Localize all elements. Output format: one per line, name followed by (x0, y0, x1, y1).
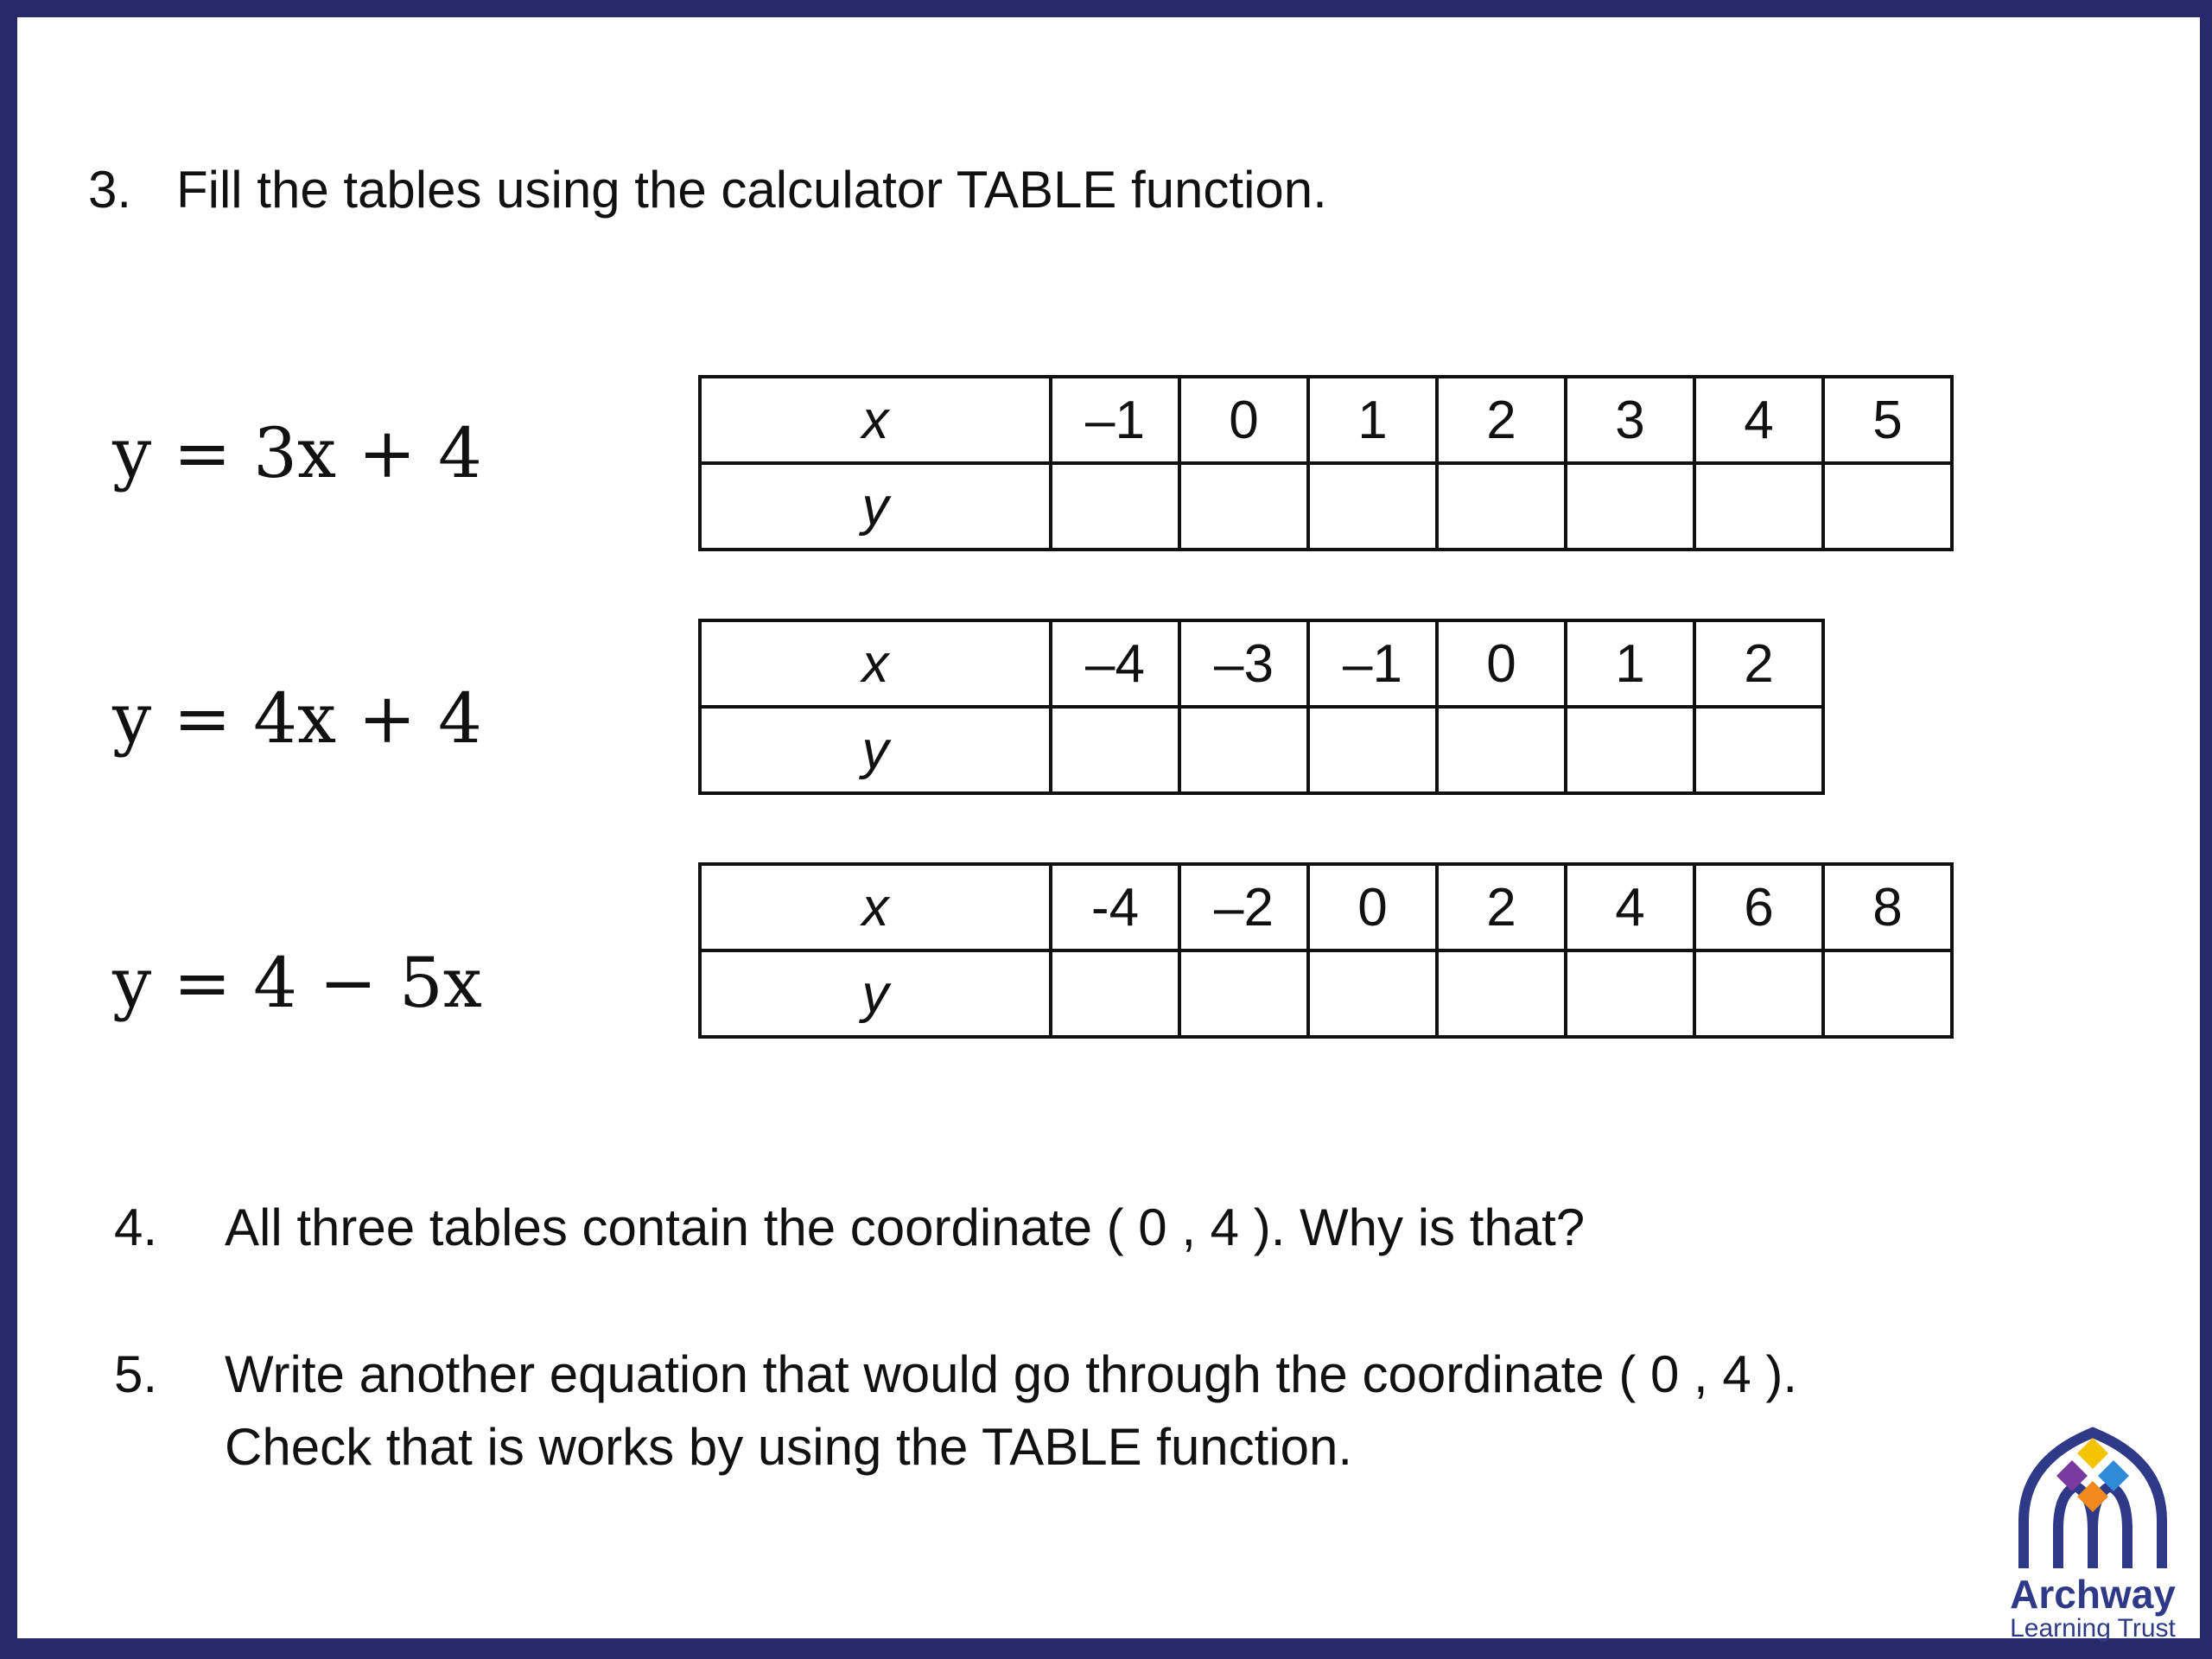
x-cell: 4 (1694, 377, 1823, 463)
y-cell[interactable] (1437, 463, 1566, 550)
y-cell[interactable] (1694, 950, 1823, 1037)
equation-3-text: y = 4 − 5x (112, 943, 482, 1023)
x-cell: –1 (1308, 620, 1437, 707)
x-cell: –4 (1051, 620, 1179, 707)
value-table-3 (698, 862, 1954, 1039)
x-cell: 0 (1308, 864, 1437, 950)
x-header: x (700, 620, 1051, 707)
y-cell[interactable] (1179, 707, 1308, 793)
x-cell: 1 (1308, 377, 1437, 463)
equation-2-text: y = 4x + 4 (112, 678, 482, 759)
logo-name: Archway (2010, 1572, 2176, 1617)
x-row (700, 377, 1952, 463)
y-cell[interactable] (1823, 463, 1952, 550)
x-cell: 3 (1566, 377, 1694, 463)
y-cell[interactable] (1051, 463, 1179, 550)
equation-3 (112, 940, 482, 1027)
y-cell[interactable] (1823, 950, 1952, 1037)
question-3-text: Fill the tables using the calculator TABLE function. (176, 161, 1327, 219)
logo-subtitle: Learning Trust (2010, 1614, 2176, 1643)
x-cell: 0 (1437, 620, 1566, 707)
y-cell[interactable] (1566, 707, 1694, 793)
y-row (700, 463, 1952, 550)
x-row (700, 620, 1823, 707)
y-cell[interactable] (1694, 707, 1823, 793)
y-cell[interactable] (1179, 463, 1308, 550)
y-cell[interactable] (1437, 950, 1566, 1037)
question-3-number: 3. (88, 161, 132, 219)
value-table-2 (698, 619, 1825, 795)
question-5-number: 5. (114, 1345, 158, 1403)
x-row (700, 864, 1952, 950)
y-cell[interactable] (1179, 950, 1308, 1037)
y-cell[interactable] (1051, 707, 1179, 793)
x-cell: 8 (1823, 864, 1952, 950)
equation-1 (112, 410, 482, 497)
question-5-line-2: Check that is works by using the TABLE function. (225, 1418, 1353, 1476)
y-cell[interactable] (1566, 950, 1694, 1037)
x-cell: 2 (1694, 620, 1823, 707)
y-cell[interactable] (1566, 463, 1694, 550)
value-table-1 (698, 375, 1954, 551)
x-cell: 6 (1694, 864, 1823, 950)
x-header: x (700, 864, 1051, 950)
x-cell: -4 (1051, 864, 1179, 950)
y-cell[interactable] (1694, 463, 1823, 550)
y-header: y (700, 463, 1051, 550)
x-cell: 5 (1823, 377, 1952, 463)
question-5-line-1: Write another equation that would go through the coordinate ( 0 , 4 ). (225, 1345, 1798, 1403)
equation-2 (112, 676, 482, 762)
question-5 (114, 1338, 2015, 1493)
x-cell: 0 (1179, 377, 1308, 463)
archway-logo (1989, 1426, 2196, 1650)
y-header: y (700, 707, 1051, 793)
x-cell: –1 (1051, 377, 1179, 463)
question-4-number: 4. (114, 1198, 158, 1256)
y-cell[interactable] (1051, 950, 1179, 1037)
y-header: y (700, 950, 1051, 1037)
x-cell: –2 (1179, 864, 1308, 950)
x-cell: –3 (1179, 620, 1308, 707)
equation-1-text: y = 3x + 4 (112, 413, 482, 493)
x-header: x (700, 377, 1051, 463)
y-cell[interactable] (1308, 707, 1437, 793)
y-cell[interactable] (1308, 950, 1437, 1037)
archway-arch-icon (2006, 1426, 2179, 1573)
x-cell: 2 (1437, 377, 1566, 463)
x-cell: 2 (1437, 864, 1566, 950)
question-4 (114, 1191, 1929, 1268)
x-cell: 4 (1566, 864, 1694, 950)
x-cell: 1 (1566, 620, 1694, 707)
y-cell[interactable] (1308, 463, 1437, 550)
y-cell[interactable] (1437, 707, 1566, 793)
question-3 (88, 156, 1327, 225)
question-4-text: All three tables contain the coordinate ( 0 , 4 ). Why is that? (225, 1198, 1586, 1256)
y-row (700, 707, 1823, 793)
y-row (700, 950, 1952, 1037)
